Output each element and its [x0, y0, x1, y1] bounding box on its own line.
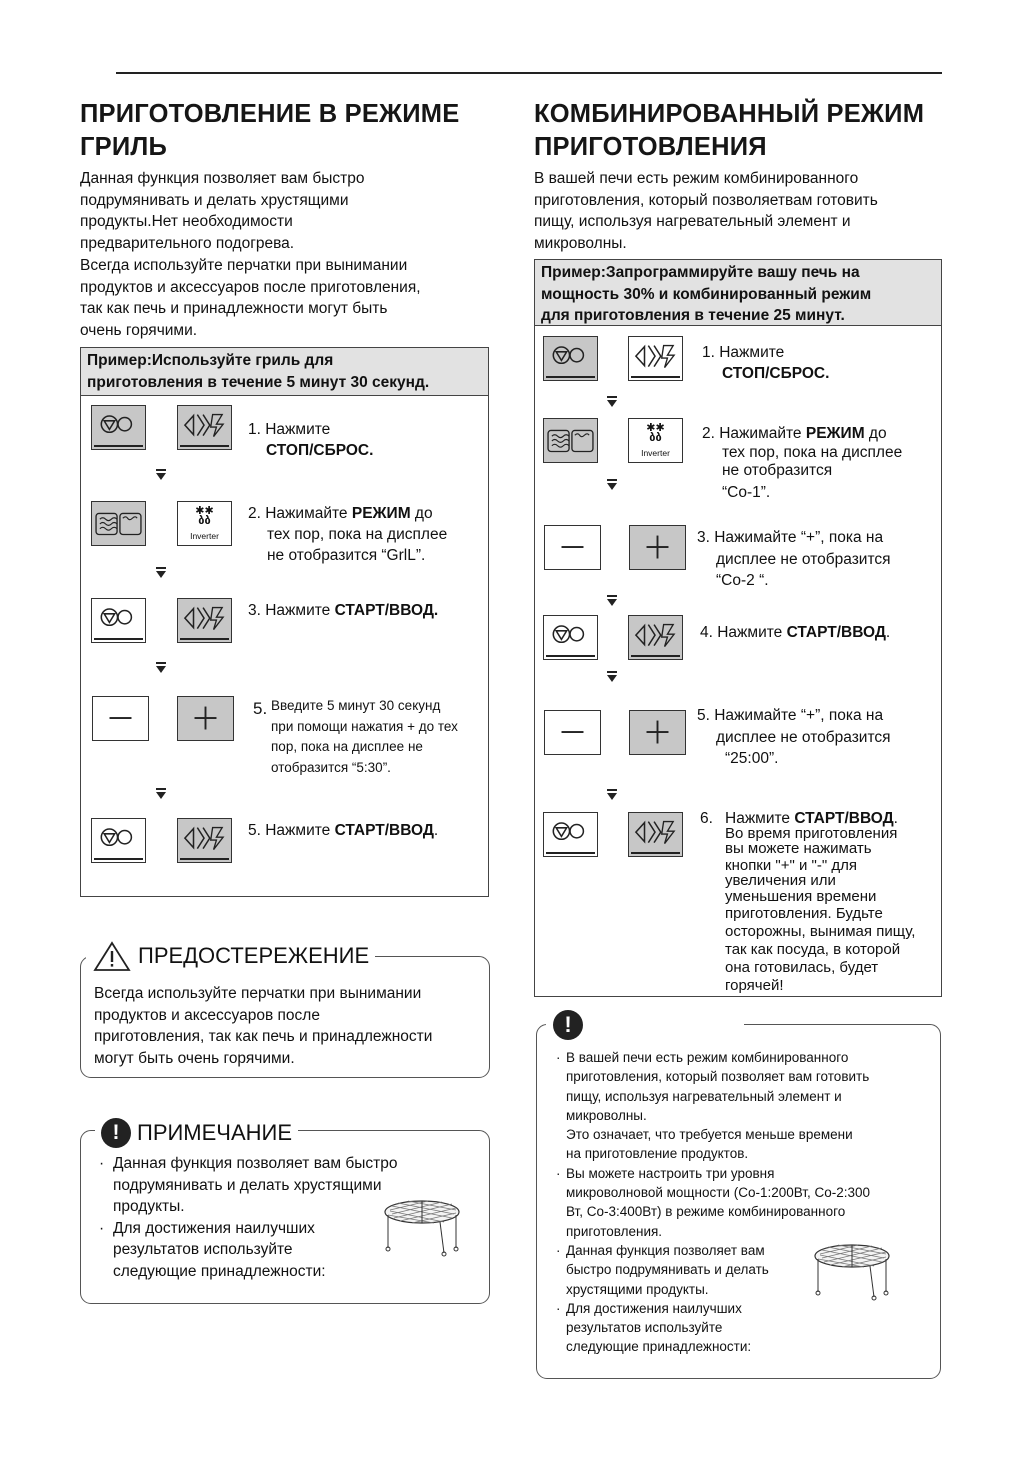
grill-rack-image: [810, 1240, 894, 1304]
grill-rack-image: [380, 1196, 464, 1260]
list-item: · Для достижения наилучших результатов используйте следующие принадлежности:: [556, 1299, 931, 1357]
inverter-button[interactable]: ✱✱ ბბ Inverter: [628, 418, 683, 463]
minus-button[interactable]: [544, 710, 601, 755]
list-item: · В вашей печи есть режим комбинированного приготовления, который позволяет вам готовить пищу, используя нагревательный элемент и микроволны. Это означает, что требуется меньше времени на приготовление продуктов.: [556, 1048, 931, 1164]
header-rule: [116, 72, 942, 74]
down-arrow-icon: [606, 594, 618, 608]
note-title: ! ПРИМЕЧАНИЕ: [95, 1118, 298, 1148]
list-item: · Для достижения наилучших результатов используйте следующие принадлежности:: [99, 1218, 459, 1283]
grill-step-5: 5. Нажмите СТАРТ/ВВОД.: [248, 822, 439, 839]
list-item: · Данная функция позволяет вам быстро подрумянивать и делать хрустящими продукты.: [99, 1153, 459, 1218]
start-enter-button[interactable]: [628, 812, 683, 857]
down-arrow-icon: [606, 788, 618, 802]
combi-intro: В вашей печи есть режим комбинированного приготовления, который позволяетвам готовить пищу, используя нагревательный элемент и микроволны.: [534, 170, 878, 253]
combi-step-4: 4. Нажмите СТАРТ/ВВОД.: [700, 624, 891, 641]
down-arrow-icon: [155, 787, 167, 801]
stop-reset-button[interactable]: [543, 615, 598, 660]
down-arrow-icon: [155, 468, 167, 482]
combi-step-6: Нажмите СТАРТ/ВВОД. Во время приготовления вы можете нажимать кнопки "+" и "-" для увеличения или уменьшения времени приготовления. Будьте осторожны, вынимая пищу, так как посуда, в которой она готовилась, будет горячей!: [725, 810, 916, 994]
combi-step-2: 2. Нажимайте РЕЖИМ до тех пор, пока на дисплее не отобразится “Co-1”.: [702, 425, 903, 501]
plus-button[interactable]: [629, 710, 686, 755]
start-enter-button[interactable]: [628, 336, 683, 381]
grill-title: ПРИГОТОВЛЕНИЕ В РЕЖИМЕ ГРИЛЬ: [80, 100, 460, 161]
stop-reset-button[interactable]: [91, 598, 146, 643]
grill-step-2: 2. Нажимайте РЕЖИМ до тех пор, пока на дисплее не отобразится “GrlL”.: [248, 505, 448, 564]
caution-text: Всегда используйте перчатки при вынимании продуктов и аксессуаров после приготовления, так как печь и принадлежности могут быть очень горячими.: [94, 985, 433, 1068]
combi-step-3: 3. Нажимайте “+”, пока на дисплее не отобразится “Co-2 “.: [697, 529, 891, 589]
combi-title: КОМБИНИРОВАННЫЙ РЕЖИМ ПРИГОТОВЛЕНИЯ: [534, 100, 925, 161]
caution-title: ПРЕДОСТЕРЕЖЕНИЕ: [86, 940, 375, 972]
warning-icon: [92, 940, 132, 972]
grill-example-header: Пример:Используйте гриль для приготовления в течение 5 минут 30 секунд.: [80, 347, 489, 396]
inverter-icon: ✱✱ ბბ: [195, 505, 214, 527]
start-enter-button[interactable]: [177, 598, 232, 643]
stop-reset-button[interactable]: [543, 336, 598, 381]
down-arrow-icon: [606, 478, 618, 492]
grill-intro: Данная функция позволяет вам быстро подрумянивать и делать хрустящими продукты.Нет необходимости предварительного подогрева. Всегда используйте перчатки при вынимании продуктов и аксессуаров после приготовления, так как печь и принадлежности могут быть очень горячими.: [80, 170, 421, 339]
note-icon: !: [553, 1010, 583, 1040]
list-item: · Вы можете настроить три уровня микроволновой мощности (Co-1:200Вт, Co-2:300 Вт, Co-3:400Вт) в режиме комбинированного приготовления.: [556, 1164, 931, 1241]
note-icon: !: [101, 1118, 131, 1148]
down-arrow-icon: [155, 661, 167, 675]
list-item: · Данная функция позволяет вам быстро подрумянивать и делать хрустящими продукты.: [556, 1241, 931, 1299]
grill-step-1: 1. Нажмите СТОП/СБРОС.: [248, 421, 374, 459]
inverter-button[interactable]: ✱✱ ბბ Inverter: [177, 501, 232, 546]
start-enter-button[interactable]: [177, 405, 232, 450]
mode-button[interactable]: [91, 501, 146, 546]
down-arrow-icon: [606, 395, 618, 409]
down-arrow-icon: [155, 566, 167, 580]
stop-reset-button[interactable]: [543, 812, 598, 857]
combi-step-1: 1. Нажмите СТОП/СБРОС.: [702, 344, 830, 382]
down-arrow-icon: [606, 670, 618, 684]
combi-step-5: 5. Нажимайте “+”, пока на дисплее не отобразится “25:00”.: [697, 707, 891, 767]
plus-button[interactable]: [177, 696, 234, 741]
grill-step-4-number: 5.: [253, 699, 268, 718]
plus-button[interactable]: [629, 525, 686, 570]
grill-step-4: Введите 5 минут 30 секунд при помощи нажатия + до тех пор, пока на дисплее не отобразится “5:30”.: [271, 698, 458, 775]
stop-reset-button[interactable]: [91, 818, 146, 863]
minus-button[interactable]: [544, 525, 601, 570]
combi-note-list: [556, 1048, 931, 1357]
start-enter-button[interactable]: [177, 818, 232, 863]
stop-reset-button[interactable]: [91, 405, 146, 450]
combi-step-6-number: 6.: [700, 810, 713, 827]
inverter-icon: ✱✱ ბბ: [646, 422, 665, 444]
grill-step-3: 3. Нажмите СТАРТ/ВВОД.: [248, 602, 439, 619]
combi-example-header: Пример:Запрограммируйте вашу печь на мощность 30% и комбинированный режим для приготовления в течение 25 минут.: [534, 259, 942, 326]
mode-button[interactable]: [543, 418, 598, 463]
start-enter-button[interactable]: [628, 615, 683, 660]
minus-button[interactable]: [92, 696, 149, 741]
